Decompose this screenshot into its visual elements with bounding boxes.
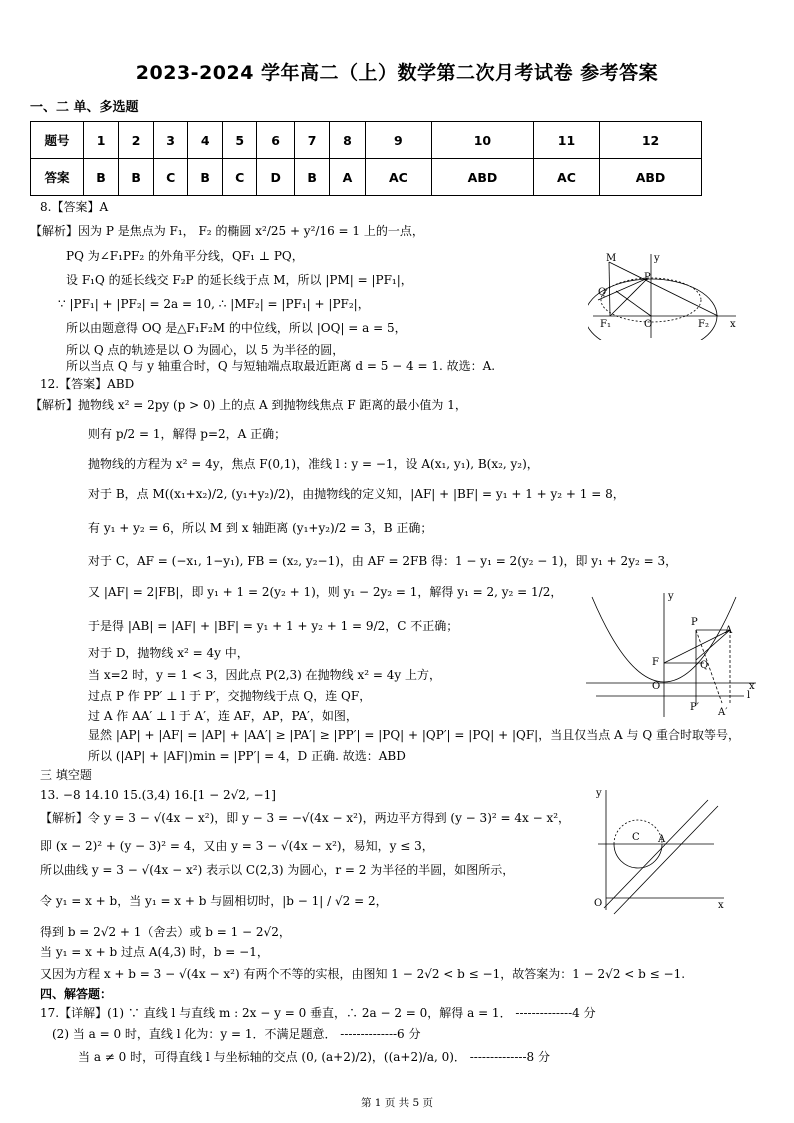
q8-line: 所以 Q 点的轨迹是以 O 为圆心，以 5 为半径的圆，: [66, 343, 345, 357]
q12-line: 显然 |AP| + |AF| = |AP| + |AA′| ≥ |PA′| ≥ |PP′| = |PQ| + |QP′| = |PQ| + |QF|，当且仅当点 A 与 Q 重合时取等号，: [88, 728, 740, 742]
label-x: x: [749, 681, 755, 692]
answer-table: [30, 121, 702, 196]
table-cell: B: [119, 159, 154, 196]
q8-line: ∵ |PF₁| + |PF₂| = 2a = 10, ∴ |MF₂| = |PF₁| + |PF₂|，: [58, 297, 370, 311]
semicircle-figure: [586, 786, 736, 916]
semicircle: [614, 844, 662, 868]
table-cell: C: [223, 159, 257, 196]
label-F: F: [652, 657, 659, 668]
table-cell: B: [84, 159, 119, 196]
section-heading-fill: 三 填空题: [40, 768, 92, 782]
q12-line: 对于 C，AF = (−x₁, 1−y₁), FB = (x₂, y₂−1)，由 AF = 2FB 得：1 − y₁ = 2(y₂ − 1)，即 y₁ + 2y₂ = 3，: [88, 554, 678, 568]
q12-line: 过点 P 作 PP′ ⊥ l 于 P′，交抛物线于点 Q，连 QF，: [88, 689, 372, 703]
q17-line: 当 a ≠ 0 时，可得直线 l 与坐标轴的交点 (0, (a+2)/2)，((a+2)/a, 0)． --------------8 分: [78, 1050, 550, 1064]
line-F1P: [610, 280, 646, 316]
table-cell: 5: [223, 122, 257, 159]
section-heading-choice: 一、二 单、多选题: [30, 100, 139, 115]
label-Q: Q: [598, 287, 607, 298]
section-heading-solutions: 四、解答题：: [40, 987, 113, 1001]
q8-answer: 8.【答案】A: [40, 200, 109, 214]
q8-line: 所以当点 Q 与 y 轴重合时，Q 与短轴端点取最近距离 d = 5 − 4 = 1. 故选：A.: [66, 359, 496, 373]
q12-answer: 12.【答案】ABD: [40, 377, 135, 391]
q12-line: 抛物线的方程为 x² = 4y，焦点 F(0,1)，准线 l : y = −1，设 A(x₁, y₁), B(x₂, y₂)，: [88, 457, 539, 471]
parabola-figure: [584, 585, 764, 720]
table-cell: AC: [533, 159, 599, 196]
fill-line: 得到 b = 2√2 + 1（舍去）或 b = 1 − 2√2，: [40, 925, 291, 939]
table-cell: C: [154, 159, 188, 196]
q12-line: 过 A 作 AA′ ⊥ l 于 A′，连 AF，AP，PA′，如图，: [88, 709, 358, 723]
label-O: O: [644, 319, 653, 330]
q12-line: 当 x=2 时，y = 1 < 3，因此点 P(2,3) 在抛物线 x² = 4y 上方，: [88, 668, 441, 682]
ellipse: [588, 279, 717, 340]
q12-line: 【解析】抛物线 x² = 2py (p > 0) 上的点 A 到抛物线焦点 F 距离的最小值为 1，: [30, 398, 467, 412]
label-Q: Q: [700, 660, 709, 671]
label-l: l: [747, 690, 751, 701]
line-FA: [664, 630, 730, 663]
table-cell: 题号: [31, 122, 84, 159]
label-P: P: [691, 617, 698, 628]
label-F2: F₂: [698, 319, 709, 330]
table-row: [31, 122, 702, 159]
label-M: M: [606, 253, 617, 264]
fill-line: 所以曲线 y = 3 − √(4x − x²) 表示以 C(2,3) 为圆心，r = 2 为半径的半圆，如图所示，: [40, 863, 515, 877]
line-MF2: [609, 262, 718, 316]
table-cell: 1: [84, 122, 119, 159]
label-C: C: [632, 832, 640, 843]
label-y: y: [596, 788, 602, 799]
q12-line: 则有 p/2 = 1，解得 p=2，A 正确；: [88, 427, 287, 441]
table-cell: D: [257, 159, 295, 196]
table-cell: B: [188, 159, 223, 196]
table-cell: 9: [365, 122, 431, 159]
q8-line: PQ 为∠F₁PF₂ 的外角平分线，QF₁ ⊥ PQ，: [66, 249, 304, 263]
table-cell: 11: [533, 122, 599, 159]
q17-line: 17.【详解】(1) ∵ 直线 l 与直线 m : 2x − y = 0 垂直，∴ 2a − 2 = 0，解得 a = 1． --------------4 分: [40, 1006, 596, 1020]
fill-line: 即 (x − 2)² + (y − 3)² = 4，又由 y = 3 − √(4x − x²)，易知，y ≤ 3，: [40, 839, 434, 853]
table-cell: 6: [257, 122, 295, 159]
table-cell: 10: [431, 122, 533, 159]
q8-line: 【解析】因为 P 是焦点为 F₁， F₂ 的椭圆 x²/25 + y²/16 = 1 上的一点，: [30, 224, 424, 238]
table-cell: 2: [119, 122, 154, 159]
label-P-prime: P′: [690, 702, 699, 713]
table-cell: AC: [365, 159, 431, 196]
label-O: O: [594, 898, 603, 909]
label-A: A: [725, 625, 733, 636]
fill-answers: 13. −8 14.10 15.(3,4) 16.[1 − 2√2, −1]: [40, 788, 276, 802]
table-row: [31, 159, 702, 196]
label-P: P: [644, 272, 651, 283]
q12-line: 有 y₁ + y₂ = 6，所以 M 到 x 轴距离 (y₁+y₂)/2 = 3，B 正确；: [88, 521, 433, 535]
q12-line: 于是得 |AB| = |AF| + |BF| = y₁ + 1 + y₂ + 1 = 9/2，C 不正确；: [88, 619, 459, 633]
fill-line: 令 y₁ = x + b，当 y₁ = x + b 与圆相切时，|b − 1| / √2 = 2，: [40, 894, 388, 908]
q12-line: 又 |AF| = 2|FB|，即 y₁ + 1 = 2(y₂ + 1)，则 y₁ − 2y₂ = 1，解得 y₁ = 2, y₂ = 1/2，: [88, 585, 563, 599]
fill-line: 【解析】令 y = 3 − √(4x − x²)，即 y − 3 = −√(4x − x²)，两边平方得到 (y − 3)² = 4x − x²，: [40, 811, 571, 825]
label-x: x: [730, 319, 736, 330]
q12-line: 所以 (|AP| + |AF|)min = |PP′| = 4，D 正确. 故选：ABD: [88, 749, 406, 763]
ellipse-figure: [588, 250, 748, 340]
table-cell: 答案: [31, 159, 84, 196]
fill-line: 又因为方程 x + b = 3 − √(4x − x²) 有两个不等的实根，由图知 1 − 2√2 < b ≤ −1，故答案为：1 − 2√2 < b ≤ −1.: [40, 967, 686, 981]
table-cell: 12: [600, 122, 702, 159]
label-y: y: [654, 253, 660, 264]
page-footer: 第 1 页 共 5 页: [360, 1097, 434, 1109]
table-cell: 7: [295, 122, 330, 159]
table-cell: 8: [330, 122, 366, 159]
page-title: 2023-2024 学年高二（上）数学第二次月考试卷 参考答案: [135, 62, 659, 84]
q17-line: (2) 当 a = 0 时，直线 l 化为：y = 1．不满足题意． --------------6 分: [52, 1027, 421, 1041]
line-QO: [616, 291, 651, 316]
label-O: O: [652, 681, 661, 692]
label-A-prime: A′: [718, 707, 728, 718]
q12-line: 对于 D，抛物线 x² = 4y 中，: [88, 646, 249, 660]
table-cell: ABD: [431, 159, 533, 196]
q8-line: 设 F₁Q 的延长线交 F₂P 的延长线于点 M，所以 |PM| = |PF₁|，: [66, 273, 413, 287]
q12-line: 对于 B，点 M((x₁+x₂)/2, (y₁+y₂)/2)，由抛物线的定义知，|AF| + |BF| = y₁ + 1 + y₂ + 1 = 8，: [88, 487, 625, 501]
line-through-A: [604, 800, 708, 908]
q8-line: 所以由题意得 OQ 是△F₁F₂M 的中位线，所以 |OQ| = a = 5，: [66, 321, 407, 335]
label-x: x: [718, 900, 724, 911]
table-cell: B: [295, 159, 330, 196]
table-cell: 3: [154, 122, 188, 159]
table-cell: ABD: [600, 159, 702, 196]
label-y: y: [668, 591, 674, 602]
label-F1: F₁: [600, 319, 611, 330]
table-cell: 4: [188, 122, 223, 159]
line-MF1: [609, 262, 610, 316]
fill-line: 当 y₁ = x + b 过点 A(4,3) 时，b = −1，: [40, 945, 269, 959]
label-A: A: [658, 834, 666, 845]
table-cell: A: [330, 159, 366, 196]
